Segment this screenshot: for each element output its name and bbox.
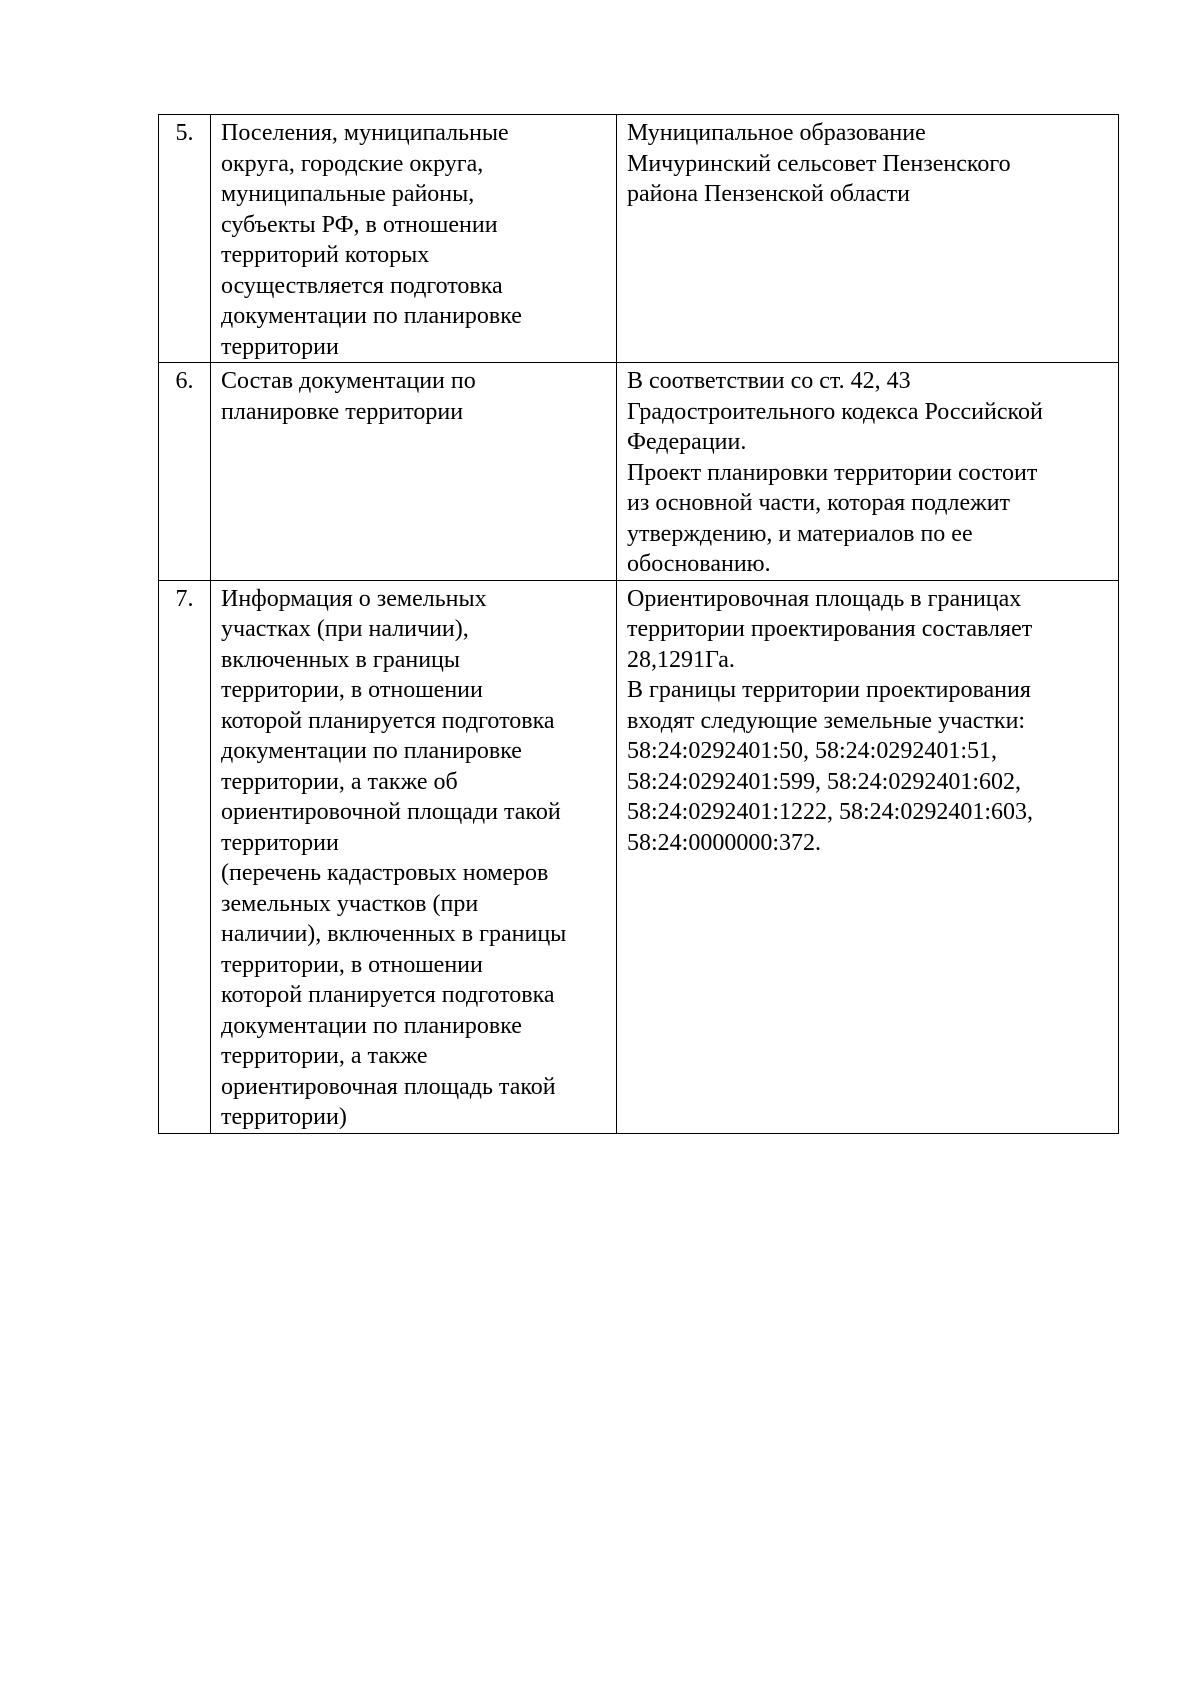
row-number: 5. (159, 115, 211, 363)
row-value: Муниципальное образование Мичуринский сельсовет Пензенского района Пензенской области (617, 115, 1119, 363)
table-row (159, 580, 1119, 1133)
table-row (159, 363, 1119, 581)
table-row (159, 115, 1119, 363)
row-value: Ориентировочная площадь в границах территории проектирования составляет 28,1291Га. В границы территории проектирования входят следующие земельные участки: 58:24:0292401:50, 58:24:0292401:51, 58:24:0292401:599, 58:24:0292401:602, 58:24:0292401:1222, 58:24:0292401:603, 58:24:0000000:372. (617, 580, 1119, 1133)
row-value: В соответствии со ст. 42, 43 Градостроительного кодекса Российской Федерации. Проект планировки территории состоит из основной части, которая подлежит утверждению, и материалов по ее обоснованию. (617, 363, 1119, 581)
row-number: 7. (159, 580, 211, 1133)
row-parameter: Поселения, муниципальные округа, городские округа, муниципальные районы, субъекты РФ, в отношении территорий которых осуществляется подготовка документации по планировке территории (211, 115, 617, 363)
row-number: 6. (159, 363, 211, 581)
row-parameter: Состав документации по планировке территории (211, 363, 617, 581)
requirements-table (158, 114, 1119, 1134)
row-parameter: Информация о земельных участках (при наличии), включенных в границы территории, в отношении которой планируется подготовка документации по планировке территории, а также об ориентировочной площади такой территории (перечень кадастровых номеров земельных участков (при наличии), включенных в границы территории, в отношении которой планируется подготовка документации по планировке территории, а также ориентировочная площадь такой территории) (211, 580, 617, 1133)
